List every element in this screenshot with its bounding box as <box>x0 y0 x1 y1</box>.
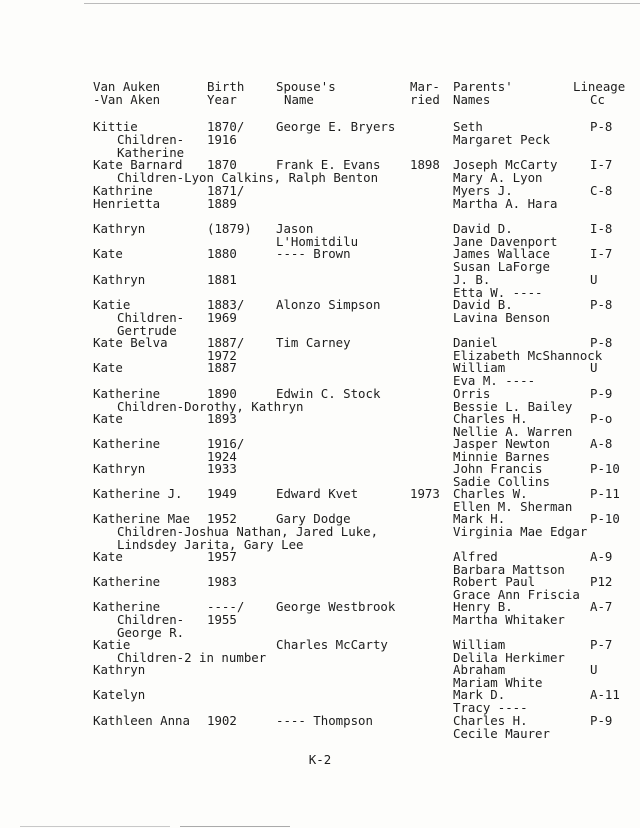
entry-lineage: I-7 <box>590 157 613 172</box>
entry-parents: Abraham <box>453 662 506 677</box>
entry-name: Kathleen Anna <box>93 713 190 728</box>
entry-parents: Charles H. <box>453 411 528 426</box>
entry-parents: Sadie Collins <box>453 474 550 489</box>
entry-note: Children- <box>117 310 185 325</box>
entry-spouse: L'Homitdilu <box>276 234 359 249</box>
entry-parents: Eva M. ---- <box>453 373 536 388</box>
entry-parents: Seth <box>453 119 483 134</box>
entry-name: Henrietta <box>93 196 161 211</box>
entry-birth-year: 1983 <box>207 574 237 589</box>
entry-parents: Cecile Maurer <box>453 726 550 741</box>
header-name: Van Auken <box>93 79 161 94</box>
entry-spouse: ---- Brown <box>276 246 351 261</box>
entry-parents: Jasper Newton <box>453 436 550 451</box>
entry-name: Kathryn <box>93 221 146 236</box>
entry-lineage: U <box>590 662 598 677</box>
entry-name: Katherine <box>93 386 161 401</box>
entry-lineage: A-8 <box>590 436 613 451</box>
entry-parents: Martha A. Hara <box>453 196 558 211</box>
entry-parents: Jane Davenport <box>453 234 558 249</box>
entry-lineage: A-9 <box>590 549 613 564</box>
entry-birth-year: ----/ <box>207 599 245 614</box>
entry-parents: Martha Whitaker <box>453 612 565 627</box>
entry-birth-year: 1916/ <box>207 436 245 451</box>
header-lineage-2: Cc <box>590 92 605 107</box>
entry-spouse: Charles McCarty <box>276 637 388 652</box>
entry-name: Kate Barnard <box>93 157 183 172</box>
entry-parents: Elizabeth McShannock <box>453 348 603 363</box>
entry-spouse: Jason <box>276 221 314 236</box>
entry-note: Children-Dorothy, Kathryn <box>117 399 304 414</box>
entry-lineage: P-8 <box>590 119 613 134</box>
entry-parents: Daniel <box>453 335 498 350</box>
entry-name: Kathryn <box>93 272 146 287</box>
entry-birth-year: 1949 <box>207 486 237 501</box>
entry-parents: James Wallace <box>453 246 550 261</box>
entry-birth-year: 1957 <box>207 549 237 564</box>
entry-parents: Nellie A. Warren <box>453 424 573 439</box>
entry-spouse: Edward Kvet <box>276 486 359 501</box>
header-birth-2: Year <box>207 92 237 107</box>
entry-lineage: I-8 <box>590 221 613 236</box>
entry-parents: Susan LaForge <box>453 259 550 274</box>
entry-name: Kate <box>93 549 123 564</box>
bottom-rule-left <box>20 826 170 827</box>
entry-name: Kate Belva <box>93 335 168 350</box>
top-rule <box>84 3 640 4</box>
entry-spouse: Gary Dodge <box>276 511 351 526</box>
header-married-2: ried <box>410 92 440 107</box>
entry-name: Kate <box>93 360 123 375</box>
header-parents: Parents' <box>453 79 513 94</box>
entry-name: Katherine <box>93 574 161 589</box>
entry-name: Kathryn <box>93 461 146 476</box>
entry-parents: J. B. <box>453 272 491 287</box>
entry-spouse: George Westbrook <box>276 599 396 614</box>
entry-parents: Ellen M. Sherman <box>453 499 573 514</box>
entry-parents: Henry B. <box>453 599 513 614</box>
entry-birth-year: 1916 <box>207 132 237 147</box>
entry-birth-year: 1870/ <box>207 119 245 134</box>
entry-parents: Lavina Benson <box>453 310 550 325</box>
entry-birth-year: 1871/ <box>207 183 245 198</box>
entry-name: Kate <box>93 411 123 426</box>
entry-birth-year: 1952 <box>207 511 237 526</box>
header-birth: Birth <box>207 79 245 94</box>
entry-lineage: P-o <box>590 411 613 426</box>
entry-birth-year: 1881 <box>207 272 237 287</box>
entry-spouse: Alonzo Simpson <box>276 297 381 312</box>
entry-spouse: ---- Thompson <box>276 713 373 728</box>
entry-birth-year: 1924 <box>207 449 237 464</box>
entry-parents: Margaret Peck <box>453 132 550 147</box>
header-lineage: Lineage <box>573 79 626 94</box>
entry-name: Katherine J. <box>93 486 183 501</box>
entry-parents: Charles W. <box>453 486 528 501</box>
entry-lineage: P-8 <box>590 335 613 350</box>
entry-parents: Grace Ann Friscia <box>453 587 580 602</box>
entry-parents: Mariam White <box>453 675 543 690</box>
entry-note: Lindsdey Jarita, Gary Lee <box>117 537 304 552</box>
entry-married-year: 1898 <box>410 157 440 172</box>
entry-birth-year: 1870 <box>207 157 237 172</box>
entry-spouse: Tim Carney <box>276 335 351 350</box>
entry-birth-year: 1887/ <box>207 335 245 350</box>
entry-lineage: U <box>590 360 598 375</box>
entry-parents: Virginia Mae Edgar <box>453 524 588 539</box>
header-name-2: -Van Aken <box>93 92 161 107</box>
entry-parents: Bessie L. Bailey <box>453 399 573 414</box>
entry-lineage: P-10 <box>590 511 620 526</box>
entry-name: Kate <box>93 246 123 261</box>
entry-note: Children- <box>117 132 185 147</box>
entry-parents: Orris <box>453 386 491 401</box>
entry-birth-year: 1890 <box>207 386 237 401</box>
entry-note: Children-Lyon Calkins, Ralph Benton <box>117 170 379 185</box>
entry-birth-year: 1933 <box>207 461 237 476</box>
entry-parents: David D. <box>453 221 513 236</box>
entry-lineage: P-8 <box>590 297 613 312</box>
entry-birth-year: (1879) <box>207 221 252 236</box>
entry-lineage: P-9 <box>590 386 613 401</box>
entry-note: Children-2 in number <box>117 650 267 665</box>
entry-name: Katherine <box>93 436 161 451</box>
entry-name: Kittie <box>93 119 138 134</box>
entry-name: Kathrine <box>93 183 153 198</box>
entry-parents: Minnie Barnes <box>453 449 550 464</box>
entry-lineage: I-7 <box>590 246 613 261</box>
entry-parents: Mary A. Lyon <box>453 170 543 185</box>
entry-spouse: Frank E. Evans <box>276 157 381 172</box>
entry-parents: Etta W. ---- <box>453 285 543 300</box>
entry-parents: Charles H. <box>453 713 528 728</box>
entry-parents: Alfred <box>453 549 498 564</box>
entry-parents: Myers J. <box>453 183 513 198</box>
entry-birth-year: 1883/ <box>207 297 245 312</box>
entry-name: Katelyn <box>93 687 146 702</box>
entry-birth-year: 1889 <box>207 196 237 211</box>
entry-lineage: P-7 <box>590 637 613 652</box>
entry-parents: Delila Herkimer <box>453 650 565 665</box>
header-spouse-2: Name <box>284 92 314 107</box>
entry-spouse: Edwin C. Stock <box>276 386 381 401</box>
entry-name: Katherine <box>93 599 161 614</box>
entry-spouse: George E. Bryers <box>276 119 396 134</box>
entry-note: Katherine <box>117 145 185 160</box>
entry-parents: Mark H. <box>453 511 506 526</box>
entry-birth-year: 1893 <box>207 411 237 426</box>
entry-note: Children-Joshua Nathan, Jared Luke, <box>117 524 379 539</box>
page-number: K-2 <box>308 752 332 767</box>
entry-name: Katherine Mae <box>93 511 190 526</box>
entry-birth-year: 1955 <box>207 612 237 627</box>
entry-lineage: P-11 <box>590 486 620 501</box>
entry-parents: William <box>453 360 506 375</box>
entry-note: Children- <box>117 612 185 627</box>
entry-birth-year: 1969 <box>207 310 237 325</box>
entry-lineage: P-10 <box>590 461 620 476</box>
entry-parents: Mark D. <box>453 687 506 702</box>
bottom-rule-mid <box>180 826 290 827</box>
header-spouse: Spouse's <box>276 79 336 94</box>
entry-parents: Robert Paul <box>453 574 536 589</box>
entry-parents: William <box>453 637 506 652</box>
entry-lineage: C-8 <box>590 183 613 198</box>
entry-lineage: A-7 <box>590 599 613 614</box>
entry-note: Gertrude <box>117 323 177 338</box>
entry-name: Kathryn <box>93 662 146 677</box>
entry-name: Katie <box>93 637 131 652</box>
header-married: Mar- <box>410 79 440 94</box>
entry-parents: David B. <box>453 297 513 312</box>
entry-birth-year: 1887 <box>207 360 237 375</box>
entry-parents: Barbara Mattson <box>453 562 565 577</box>
entry-birth-year: 1972 <box>207 348 237 363</box>
entry-lineage: P-9 <box>590 713 613 728</box>
entry-lineage: A-11 <box>590 687 620 702</box>
entry-parents: John Francis <box>453 461 543 476</box>
entry-birth-year: 1880 <box>207 246 237 261</box>
entry-note: George R. <box>117 625 185 640</box>
entry-married-year: 1973 <box>410 486 440 501</box>
header-parents-2: Names <box>453 92 491 107</box>
entry-parents: Joseph McCarty <box>453 157 558 172</box>
entry-parents: Tracy ---- <box>453 700 528 715</box>
entry-lineage: U <box>590 272 598 287</box>
entry-name: Katie <box>93 297 131 312</box>
entry-lineage: P12 <box>590 574 613 589</box>
entry-birth-year: 1902 <box>207 713 237 728</box>
